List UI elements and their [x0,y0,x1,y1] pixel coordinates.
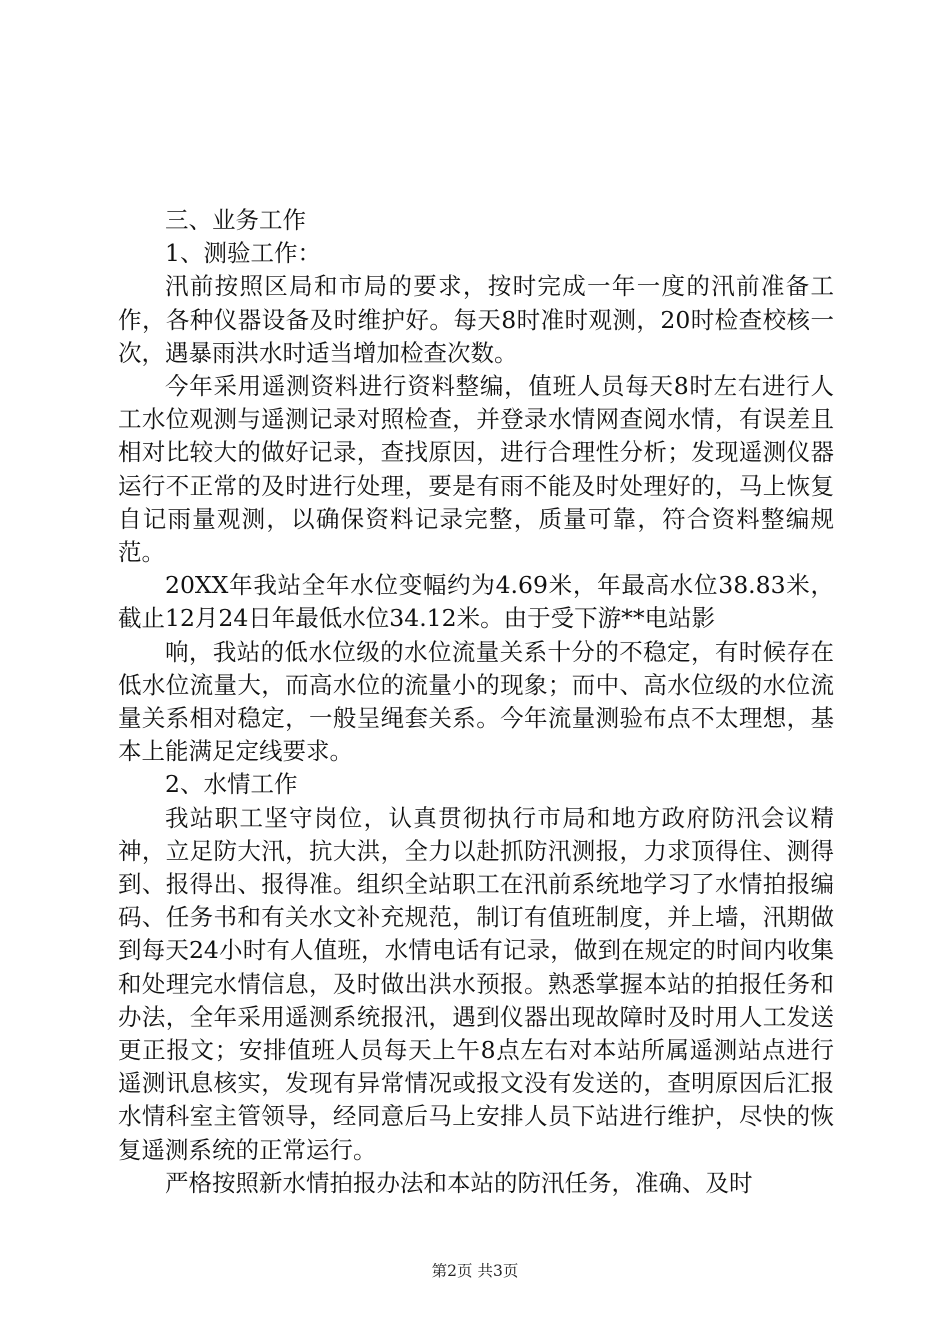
section-heading: 三、业务工作 [165,206,306,234]
paragraph: 20XX年我站全年水位变幅约为4.69米，年最高水位38.83米，截止12月24日年最低水位34.12米。由于受下游**电站影 [118,571,834,633]
paragraph: 今年采用遥测资料进行资料整编，值班人员每天8时左右进行人工水位观测与遥测记录对照检查，并登录水情网查阅水情，有误差且相对比较大的做好记录，查找原因，进行合理性分析；发现遥测仪器运行不正常的及时进行处理，要是有雨不能及时处理好的，马上恢复自记雨量观测，以确保资料记录完整，质量可靠，符合资料整编规范。 [118,372,834,567]
document-body [118,204,834,1200]
subsection-heading-hydrology: 2、水情工作 [165,770,298,799]
page-footer: 第2页 共3页 [431,1262,519,1280]
paragraph: 响，我站的低水位级的水位流量关系十分的不稳定，有时候存在低水位流量大，而高水位的流量小的现象；而中、高水位级的水位流量关系相对稳定，一般呈绳套关系。今年流量测验布点不太理想，基本上能满足定线要求。 [118,637,834,766]
paragraph: 严格按照新水情拍报办法和本站的防汛任务，准确、及时 [165,1168,753,1197]
paragraph: 我站职工坚守岗位，认真贯彻执行市局和地方政府防汛会议精神，立足防大汛，抗大洪，全力以赴抓防汛测报，力求顶得住、测得到、报得出、报得准。组织全站职工在汛前系统地学习了水情拍报编码、任务书和有关水文补充规范，制订有值班制度，并上墙，汛期做到每天24小时有人值班，水情电话有记录，做到在规定的时间内收集和处理完水情信息，及时做出洪水预报。熟悉掌握本站的拍报任务和办法，全年采用遥测系统报汛，遇到仪器出现故障时及时用人工发送更正报文；安排值班人员每天上午8点左右对本站所属遥测站点进行遥测讯息核实，发现有异常情况或报文没有发送的，查明原因后汇报水情科室主管领导，经同意后马上安排人员下站进行维护，尽快的恢复遥测系统的正常运行。 [118,803,834,1164]
subsection-heading-survey: 1、测验工作： [165,239,321,268]
paragraph: 汛前按照区局和市局的要求，按时完成一年一度的汛前准备工作，各种仪器设备及时维护好。每天8时准时观测，20时检查校核一次，遇暴雨洪水时适当增加检查次数。 [118,272,834,367]
